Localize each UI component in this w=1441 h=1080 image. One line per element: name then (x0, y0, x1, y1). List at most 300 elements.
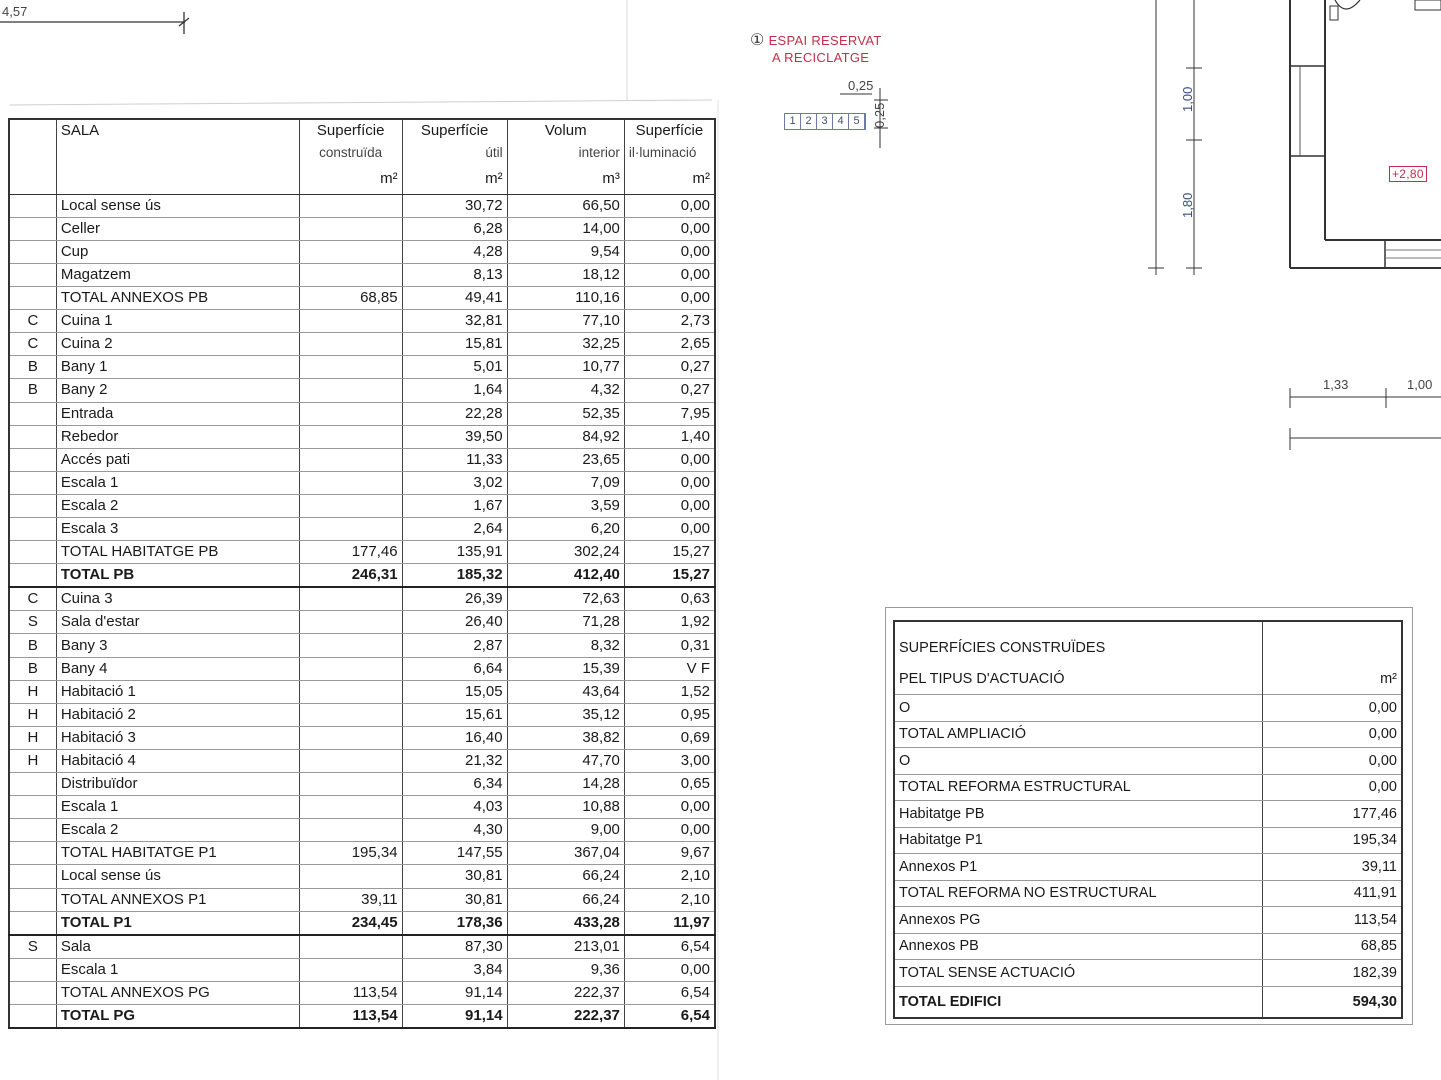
table-row (9, 587, 715, 611)
row-lighting-area-cell: 0,63 (624, 587, 715, 611)
row-name-cell: Rebedor (56, 425, 299, 448)
header-cell: útil (402, 142, 507, 164)
plan-dim-v2: 1,80 (1180, 192, 1195, 218)
row-lighting-area-cell: 9,67 (624, 842, 715, 865)
row-volume-cell: 77,10 (507, 310, 624, 333)
table-row (9, 356, 715, 379)
row-name-cell: Escala 3 (56, 518, 299, 541)
row-code-cell (9, 240, 56, 263)
row-lighting-area-cell: 6,54 (624, 1004, 715, 1028)
row-built-area-cell (299, 749, 402, 772)
row-built-area-cell (299, 518, 402, 541)
summary-table (893, 620, 1403, 1019)
row-useful-area-cell: 26,40 (402, 611, 507, 634)
row-useful-area-cell: 4,28 (402, 240, 507, 263)
table-row (9, 287, 715, 310)
row-code-cell (9, 865, 56, 888)
summary-label: TOTAL EDIFICI (894, 986, 1262, 1018)
row-useful-area-cell: 6,34 (402, 773, 507, 796)
row-volume-cell: 66,50 (507, 194, 624, 217)
row-lighting-area-cell: 2,10 (624, 865, 715, 888)
row-useful-area-cell: 6,28 (402, 217, 507, 240)
row-name-cell: Bany 2 (56, 379, 299, 402)
row-name-cell: Local sense ús (56, 865, 299, 888)
header-cell: Superfície (402, 119, 507, 142)
row-volume-cell: 15,39 (507, 657, 624, 680)
row-code-cell: B (9, 634, 56, 657)
row-useful-area-cell: 91,14 (402, 1004, 507, 1028)
recycling-bins (784, 113, 866, 130)
row-volume-cell: 222,37 (507, 1004, 624, 1028)
row-built-area-cell (299, 471, 402, 494)
row-lighting-area-cell: 0,00 (624, 448, 715, 471)
row-code-cell (9, 1004, 56, 1028)
row-code-cell (9, 819, 56, 842)
table-row (9, 494, 715, 517)
row-name-cell: Cuina 2 (56, 333, 299, 356)
summary-label: TOTAL AMPLIACIÓ (894, 721, 1262, 748)
table-row (9, 471, 715, 494)
row-volume-cell: 9,36 (507, 958, 624, 981)
summary-value: 0,00 (1262, 748, 1402, 775)
row-code-cell: H (9, 726, 56, 749)
row-lighting-area-cell: 0,00 (624, 217, 715, 240)
plan-dim-v1: 1,00 (1180, 86, 1195, 112)
row-built-area-cell (299, 819, 402, 842)
row-useful-area-cell: 30,72 (402, 194, 507, 217)
summary-row (894, 986, 1402, 1018)
summary-value: 594,30 (1262, 986, 1402, 1018)
row-code-cell (9, 911, 56, 935)
row-useful-area-cell: 2,87 (402, 634, 507, 657)
table-row (9, 796, 715, 819)
header-cell: m² (402, 164, 507, 194)
row-lighting-area-cell: 3,00 (624, 749, 715, 772)
table-row (9, 749, 715, 772)
row-lighting-area-cell: 0,31 (624, 634, 715, 657)
summary-value: 0,00 (1262, 774, 1402, 801)
table-row (9, 263, 715, 286)
row-volume-cell: 72,63 (507, 587, 624, 611)
row-volume-cell: 3,59 (507, 494, 624, 517)
row-name-cell: Bany 1 (56, 356, 299, 379)
row-lighting-area-cell: 2,65 (624, 333, 715, 356)
row-code-cell: C (9, 310, 56, 333)
row-lighting-area-cell: 0,69 (624, 726, 715, 749)
row-lighting-area-cell: 0,65 (624, 773, 715, 796)
row-name-cell: Magatzem (56, 263, 299, 286)
table-row (9, 634, 715, 657)
row-built-area-cell: 234,45 (299, 911, 402, 935)
row-useful-area-cell: 6,64 (402, 657, 507, 680)
row-lighting-area-cell: 0,00 (624, 263, 715, 286)
row-name-cell: TOTAL HABITATGE P1 (56, 842, 299, 865)
table-row (9, 680, 715, 703)
row-code-cell: H (9, 680, 56, 703)
row-useful-area-cell: 4,30 (402, 819, 507, 842)
row-name-cell: TOTAL ANNEXOS PG (56, 981, 299, 1004)
summary-value: 68,85 (1262, 933, 1402, 960)
row-volume-cell: 10,88 (507, 796, 624, 819)
summary-label: TOTAL REFORMA ESTRUCTURAL (894, 774, 1262, 801)
row-lighting-area-cell: 1,52 (624, 680, 715, 703)
summary-label: O (894, 748, 1262, 775)
row-built-area-cell (299, 726, 402, 749)
summary-value: 195,34 (1262, 827, 1402, 854)
row-volume-cell: 32,25 (507, 333, 624, 356)
row-lighting-area-cell: 0,95 (624, 703, 715, 726)
header-cell: m³ (507, 164, 624, 194)
row-volume-cell: 433,28 (507, 911, 624, 935)
row-lighting-area-cell: 1,92 (624, 611, 715, 634)
row-built-area-cell (299, 448, 402, 471)
summary-row (894, 827, 1402, 854)
row-useful-area-cell: 30,81 (402, 888, 507, 911)
row-code-cell (9, 494, 56, 517)
row-volume-cell: 18,12 (507, 263, 624, 286)
summary-value: 39,11 (1262, 854, 1402, 881)
row-volume-cell: 10,77 (507, 356, 624, 379)
row-built-area-cell (299, 356, 402, 379)
row-built-area-cell: 246,31 (299, 564, 402, 588)
plan-dim-h2: 1,00 (1407, 377, 1433, 392)
recycling-note-line1: ESPAI RESERVAT (768, 33, 882, 48)
row-lighting-area-cell: 2,73 (624, 310, 715, 333)
row-volume-cell: 8,32 (507, 634, 624, 657)
header-cell: m² (299, 164, 402, 194)
row-useful-area-cell: 4,03 (402, 796, 507, 819)
table-row (9, 240, 715, 263)
header-cell: il·luminació (624, 142, 715, 164)
summary-row (894, 907, 1402, 934)
row-code-cell (9, 518, 56, 541)
row-lighting-area-cell: 0,00 (624, 471, 715, 494)
row-useful-area-cell: 32,81 (402, 310, 507, 333)
row-lighting-area-cell: 0,00 (624, 819, 715, 842)
table-row (9, 842, 715, 865)
schedule-header-row-2 (9, 142, 715, 164)
row-code-cell (9, 194, 56, 217)
row-lighting-area-cell: 15,27 (624, 564, 715, 588)
row-name-cell: TOTAL ANNEXOS P1 (56, 888, 299, 911)
summary-value: 182,39 (1262, 960, 1402, 987)
table-row (9, 819, 715, 842)
summary-label: Habitatge P1 (894, 827, 1262, 854)
row-lighting-area-cell: 0,00 (624, 194, 715, 217)
row-built-area-cell (299, 935, 402, 959)
row-code-cell (9, 888, 56, 911)
row-useful-area-cell: 11,33 (402, 448, 507, 471)
plan-dim-h1: 1,33 (1323, 377, 1349, 392)
header-cell: SALA (56, 119, 299, 142)
row-built-area-cell (299, 611, 402, 634)
row-useful-area-cell: 178,36 (402, 911, 507, 935)
table-row (9, 981, 715, 1004)
row-name-cell: Habitació 4 (56, 749, 299, 772)
row-useful-area-cell: 39,50 (402, 425, 507, 448)
table-row (9, 217, 715, 240)
row-useful-area-cell: 21,32 (402, 749, 507, 772)
row-name-cell: Escala 1 (56, 471, 299, 494)
table-row (9, 1004, 715, 1028)
row-built-area-cell (299, 310, 402, 333)
table-row (9, 958, 715, 981)
table-row (9, 657, 715, 680)
row-lighting-area-cell: 2,10 (624, 888, 715, 911)
row-code-cell: S (9, 935, 56, 959)
row-lighting-area-cell: V F (624, 657, 715, 680)
row-name-cell: Sala d'estar (56, 611, 299, 634)
row-useful-area-cell: 15,81 (402, 333, 507, 356)
row-volume-cell: 14,28 (507, 773, 624, 796)
row-built-area-cell: 177,46 (299, 541, 402, 564)
table-row (9, 425, 715, 448)
recycling-bin-box: 1 (785, 114, 801, 129)
header-cell: Volum (507, 119, 624, 142)
row-volume-cell: 84,92 (507, 425, 624, 448)
row-code-cell (9, 471, 56, 494)
floor-plan-fragment (1130, 0, 1441, 460)
row-volume-cell: 367,04 (507, 842, 624, 865)
row-name-cell: Cuina 3 (56, 587, 299, 611)
recycling-dim-b: 0,25 (872, 102, 887, 128)
row-built-area-cell (299, 333, 402, 356)
summary-unit: m² (1262, 663, 1402, 695)
summary-row (894, 960, 1402, 987)
row-volume-cell: 14,00 (507, 217, 624, 240)
table-row (9, 935, 715, 959)
summary-title-row-1 (894, 621, 1402, 663)
row-name-cell: Habitació 3 (56, 726, 299, 749)
row-name-cell: Habitació 1 (56, 680, 299, 703)
summary-label: TOTAL REFORMA NO ESTRUCTURAL (894, 880, 1262, 907)
row-code-cell (9, 217, 56, 240)
row-name-cell: TOTAL PB (56, 564, 299, 588)
row-code-cell: B (9, 356, 56, 379)
row-code-cell (9, 842, 56, 865)
schedule-header-row-1 (9, 119, 715, 142)
row-volume-cell: 38,82 (507, 726, 624, 749)
row-useful-area-cell: 15,61 (402, 703, 507, 726)
row-useful-area-cell: 3,02 (402, 471, 507, 494)
recycling-dim-a: 0,25 (848, 78, 874, 93)
recycling-note-line2: A RECICLATGE (772, 50, 870, 65)
recycling-bin-box: 5 (849, 114, 865, 129)
table-row (9, 773, 715, 796)
row-useful-area-cell: 8,13 (402, 263, 507, 286)
row-volume-cell: 43,64 (507, 680, 624, 703)
row-volume-cell: 412,40 (507, 564, 624, 588)
row-useful-area-cell: 16,40 (402, 726, 507, 749)
row-useful-area-cell: 2,64 (402, 518, 507, 541)
row-name-cell: Distribuïdor (56, 773, 299, 796)
row-volume-cell: 222,37 (507, 981, 624, 1004)
summary-value: 113,54 (1262, 907, 1402, 934)
recycling-bin-box: 3 (817, 114, 833, 129)
row-lighting-area-cell: 6,54 (624, 981, 715, 1004)
row-volume-cell: 47,70 (507, 749, 624, 772)
header-cell (9, 164, 56, 194)
table-row (9, 402, 715, 425)
table-row (9, 888, 715, 911)
row-name-cell: Escala 2 (56, 819, 299, 842)
row-lighting-area-cell: 0,00 (624, 287, 715, 310)
row-useful-area-cell: 49,41 (402, 287, 507, 310)
row-volume-cell: 35,12 (507, 703, 624, 726)
row-name-cell: Habitació 2 (56, 703, 299, 726)
summary-row (894, 933, 1402, 960)
row-useful-area-cell: 15,05 (402, 680, 507, 703)
recycling-bin-box: 2 (801, 114, 817, 129)
row-useful-area-cell: 91,14 (402, 981, 507, 1004)
plan-level-tag: +2,80 (1389, 166, 1427, 182)
row-useful-area-cell: 1,64 (402, 379, 507, 402)
row-useful-area-cell: 22,28 (402, 402, 507, 425)
header-cell (56, 164, 299, 194)
row-lighting-area-cell: 0,00 (624, 518, 715, 541)
row-code-cell: S (9, 611, 56, 634)
row-useful-area-cell: 1,67 (402, 494, 507, 517)
table-row (9, 726, 715, 749)
summary-row (894, 774, 1402, 801)
header-cell: m² (624, 164, 715, 194)
summary-label: Annexos PG (894, 907, 1262, 934)
row-built-area-cell (299, 194, 402, 217)
row-volume-cell: 6,20 (507, 518, 624, 541)
row-lighting-area-cell: 0,27 (624, 356, 715, 379)
table-row (9, 333, 715, 356)
recycling-note-marker: ① (750, 32, 765, 49)
summary-title-1: SUPERFÍCIES CONSTRUÏDES (894, 621, 1262, 663)
row-code-cell (9, 773, 56, 796)
row-name-cell: Bany 4 (56, 657, 299, 680)
row-built-area-cell: 39,11 (299, 888, 402, 911)
row-useful-area-cell: 26,39 (402, 587, 507, 611)
row-volume-cell: 302,24 (507, 541, 624, 564)
row-name-cell: TOTAL PG (56, 1004, 299, 1028)
row-name-cell: Cuina 1 (56, 310, 299, 333)
row-code-cell: H (9, 703, 56, 726)
table-row (9, 448, 715, 471)
row-code-cell: C (9, 333, 56, 356)
row-name-cell: TOTAL P1 (56, 911, 299, 935)
row-volume-cell: 7,09 (507, 471, 624, 494)
room-schedule-table (8, 118, 716, 1029)
row-lighting-area-cell: 0,00 (624, 240, 715, 263)
row-built-area-cell (299, 634, 402, 657)
row-name-cell: Escala 1 (56, 796, 299, 819)
row-built-area-cell (299, 680, 402, 703)
summary-row (894, 801, 1402, 828)
row-built-area-cell: 68,85 (299, 287, 402, 310)
row-lighting-area-cell: 0,00 (624, 796, 715, 819)
row-volume-cell: 4,32 (507, 379, 624, 402)
row-built-area-cell (299, 425, 402, 448)
summary-value: 177,46 (1262, 801, 1402, 828)
table-row (9, 865, 715, 888)
schedule-header-row-3 (9, 164, 715, 194)
summary-label: TOTAL SENSE ACTUACIÓ (894, 960, 1262, 987)
row-built-area-cell: 113,54 (299, 1004, 402, 1028)
row-volume-cell: 52,35 (507, 402, 624, 425)
recycling-bin-box: 4 (833, 114, 849, 129)
summary-row (894, 721, 1402, 748)
row-built-area-cell (299, 217, 402, 240)
summary-value: 0,00 (1262, 695, 1402, 722)
row-code-cell (9, 981, 56, 1004)
row-built-area-cell: 195,34 (299, 842, 402, 865)
row-built-area-cell (299, 494, 402, 517)
row-lighting-area-cell: 0,27 (624, 379, 715, 402)
row-name-cell: Escala 2 (56, 494, 299, 517)
table-row (9, 911, 715, 935)
row-built-area-cell (299, 773, 402, 796)
header-cell: Superfície (299, 119, 402, 142)
row-lighting-area-cell: 0,00 (624, 494, 715, 517)
row-code-cell: B (9, 657, 56, 680)
header-cell (9, 142, 56, 164)
row-name-cell: Cup (56, 240, 299, 263)
row-volume-cell: 66,24 (507, 865, 624, 888)
summary-label: Habitatge PB (894, 801, 1262, 828)
row-useful-area-cell: 135,91 (402, 541, 507, 564)
table-row (9, 564, 715, 588)
row-lighting-area-cell: 6,54 (624, 935, 715, 959)
top-dimension-label: 4,57 (2, 4, 28, 19)
row-name-cell: Celler (56, 217, 299, 240)
row-volume-cell: 66,24 (507, 888, 624, 911)
row-code-cell (9, 541, 56, 564)
row-lighting-area-cell: 15,27 (624, 541, 715, 564)
row-useful-area-cell: 147,55 (402, 842, 507, 865)
row-name-cell: Escala 1 (56, 958, 299, 981)
row-code-cell (9, 796, 56, 819)
row-name-cell: Entrada (56, 402, 299, 425)
row-built-area-cell (299, 796, 402, 819)
header-cell (9, 119, 56, 142)
row-useful-area-cell: 87,30 (402, 935, 507, 959)
row-useful-area-cell: 5,01 (402, 356, 507, 379)
table-row (9, 703, 715, 726)
recycling-note (750, 30, 882, 65)
table-row (9, 194, 715, 217)
row-code-cell: C (9, 587, 56, 611)
row-built-area-cell (299, 958, 402, 981)
summary-row (894, 854, 1402, 881)
row-lighting-area-cell: 11,97 (624, 911, 715, 935)
row-code-cell: H (9, 749, 56, 772)
row-code-cell (9, 564, 56, 588)
summary-label: Annexos PB (894, 933, 1262, 960)
row-name-cell: TOTAL ANNEXOS PB (56, 287, 299, 310)
row-volume-cell: 213,01 (507, 935, 624, 959)
row-built-area-cell (299, 865, 402, 888)
header-cell: construïda (299, 142, 402, 164)
row-name-cell: Accés pati (56, 448, 299, 471)
summary-row (894, 880, 1402, 907)
row-built-area-cell (299, 240, 402, 263)
row-code-cell (9, 263, 56, 286)
header-cell (56, 142, 299, 164)
row-built-area-cell (299, 703, 402, 726)
table-row (9, 310, 715, 333)
row-built-area-cell (299, 657, 402, 680)
row-code-cell (9, 958, 56, 981)
summary-row (894, 695, 1402, 722)
row-name-cell: Local sense ús (56, 194, 299, 217)
row-volume-cell: 9,54 (507, 240, 624, 263)
summary-value: 411,91 (1262, 880, 1402, 907)
